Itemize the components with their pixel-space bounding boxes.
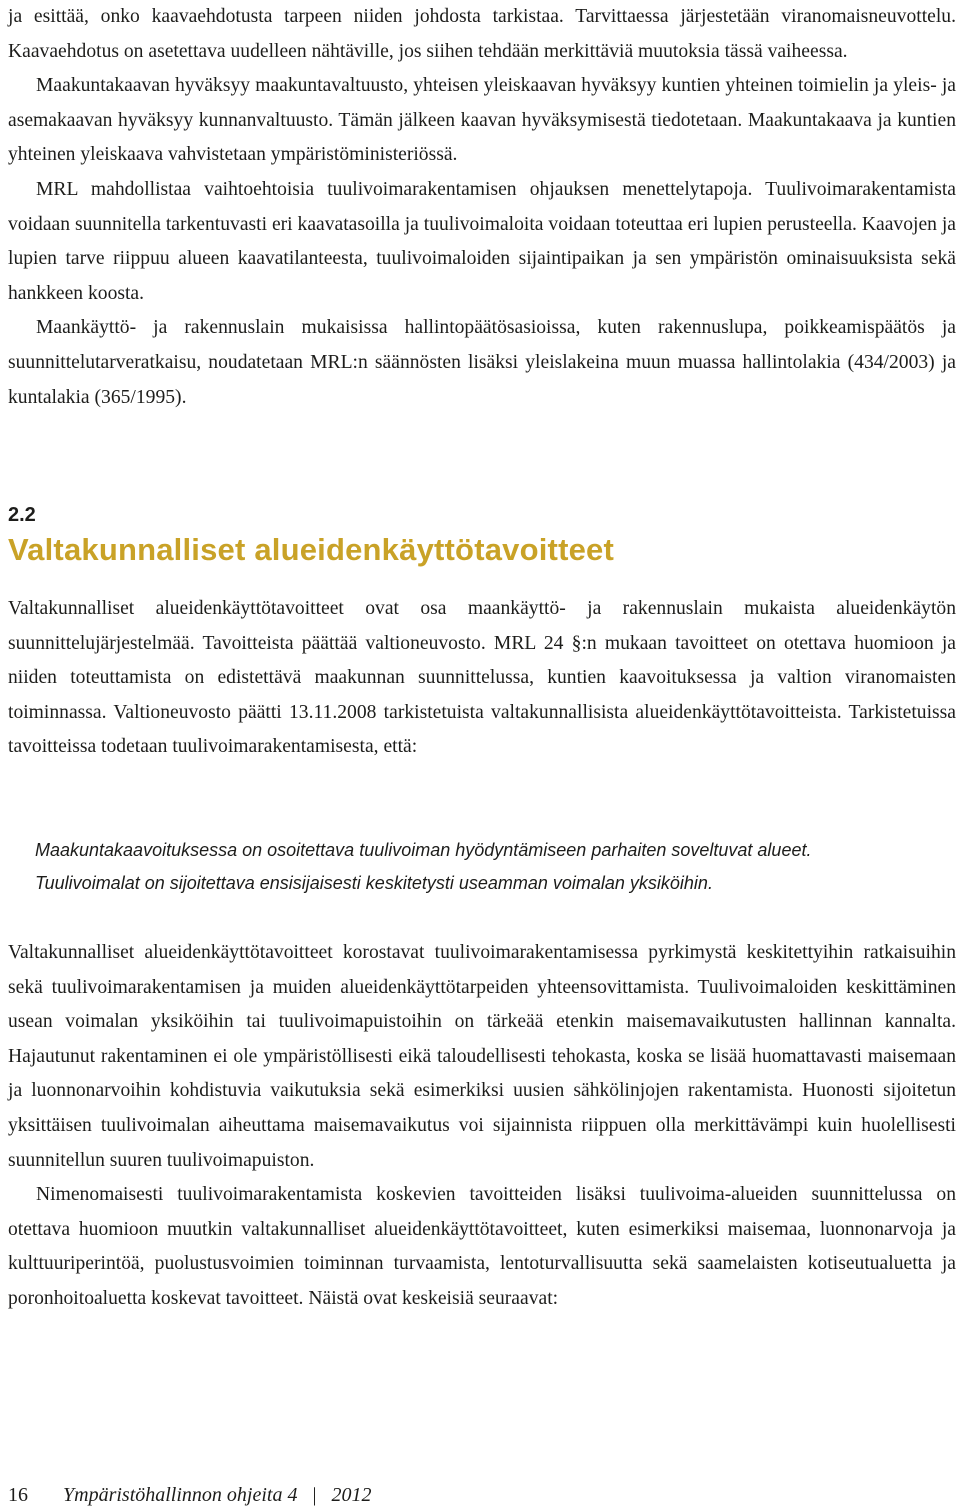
section-number: 2.2 <box>8 504 36 526</box>
quote-line: Tuulivoimalat on sijoitettava ensisijaisesti keskitetysti useamman voimalan yksiköihin. <box>35 873 713 893</box>
footer-separator: | <box>312 1484 317 1506</box>
quoted-goals <box>35 834 955 900</box>
paragraph-approval: Maakuntakaavan hyväksyy maakuntavaltuusto, yhteisen yleiskaavan hyväksyy kuntien yhteinen toimielin ja yleis- ja asemakaavan hyväksyy kunnanvaltuusto. Tämän jälkeen kaavan hyväksymisestä tiedotetaan. Maakuntakaava ja kuntien yhteinen yleiskaava vahvistetaan ympäristöministeriössä. <box>8 75 956 166</box>
page-number: 16 <box>8 1484 28 1506</box>
publication-issue: 4 <box>287 1484 298 1506</box>
section-body-block <box>8 936 956 1317</box>
paragraph-centralization: Valtakunnalliset alueidenkäyttötavoitteet korostavat tuulivoimarakentamisessa pyrkimystä keskitettyihin ratkaisuihin sekä tuulivoimarakentamisen ja muiden alueidenkäyttötarpeiden yhteensovittamista. Tuulivoimaloiden keskittäminen usean voimalan yksiköihin tai tuulivoimapuistoihin on tärkeää etenkin maisemavaikutusten hallinnan kannalta. Hajautunut rakentaminen ei ole ympäristöllisesti eikä taloudellisesti tehokasta, koska se lisää huomattavasti maisemaan ja luonnonarvoihin kohdistuvia vaikutuksia sekä esimerkiksi uusien sähkölinjojen rakentamista. Huonosti sijoitetun yksittäisen tuulivoimalan aiheuttama maisemavaikutus voi sijainnista riippuen olla merkittävämpi kuin huolellisesti suunnitellun suuren tuulivoimapuiston. <box>8 942 956 1171</box>
publication-name: Ympäristöhallinnon ohjeita <box>63 1484 283 1506</box>
page-footer <box>8 1484 371 1507</box>
publication-year: 2012 <box>331 1484 372 1506</box>
section-intro-block <box>8 592 956 765</box>
paragraph-continued: ja esittää, onko kaavaehdotusta tarpeen niiden johdosta tarkistaa. Tarvittaessa järjestetään viranomaisneuvottelu. Kaavaehdotus on asetettava uudelleen nähtäville, jos siihen tehdään merkittäviä muutoksia tässä vaiheessa. <box>8 6 956 62</box>
paragraph-other-goals: Nimenomaisesti tuulivoimarakentamista koskevien tavoitteiden lisäksi tuulivoima-alueiden suunnittelussa on otettava huomioon muutkin valtakunnalliset alueidenkäyttötavoitteet, kuten esimerkiksi maisemaa, luonnonarvoja ja kulttuuriperintöä, puolustusvoimien toiminnan turvaamista, lentoturvallisuutta sekä saamelaisten kotiseutualuetta ja poronhoitoaluetta koskevat tavoitteet. Näistä ovat keskeisiä seuraavat: <box>8 1184 956 1309</box>
paragraph-administrative-law: Maankäyttö- ja rakennuslain mukaisissa hallintopäätösasioissa, kuten rakennuslupa, poikkeamispäätös ja suunnittelutarveratkaisu, noudatetaan MRL:n säännösten lisäksi yleislakeina muun muassa hallintolakia (434/2003) ja kuntalakia (365/1995). <box>8 317 956 408</box>
paragraph-mrl-procedures: MRL mahdollistaa vaihtoehtoisia tuulivoimarakentamisen ohjauksen menettelytapoja. Tuulivoimarakentamista voidaan suunnitella tarkentuvasti eri kaavatasoilla ja tuulivoimaloita voidaan toteuttaa eri lupien perusteella. Kaavojen ja lupien tarve riippuu alueen kaavatilanteesta, tuulivoimaloiden sijaintipaikan ja sen ympäristön ominaisuuksista sekä hankkeen koosta. <box>8 178 956 304</box>
quote-line: Maakuntakaavoituksessa on osoitettava tuulivoiman hyödyntämiseen parhaiten soveltuvat alueet. <box>35 840 812 860</box>
paragraph-section-intro: Valtakunnalliset alueidenkäyttötavoitteet ovat osa maankäyttö- ja rakennuslain mukaista alueidenkäytön suunnittelujärjestelmää. Tavoitteista päättää valtioneuvosto. MRL 24 §:n mukaan tavoitteet on otettava huomioon ja niiden toteuttamista on edistettävä maakunnan suunnittelussa, kuntien kaavoituksessa ja valtion viranomaisten toiminnassa. Valtioneuvosto päätti 13.11.2008 tarkistetuista valtakunnallisista alueidenkäyttötavoitteista. Tarkistetuissa tavoitteissa todetaan tuulivoimarakentamisesta, että: <box>8 598 956 758</box>
document-page <box>8 0 956 1506</box>
section-title: Valtakunnalliset alueidenkäyttötavoitteet <box>8 532 614 567</box>
